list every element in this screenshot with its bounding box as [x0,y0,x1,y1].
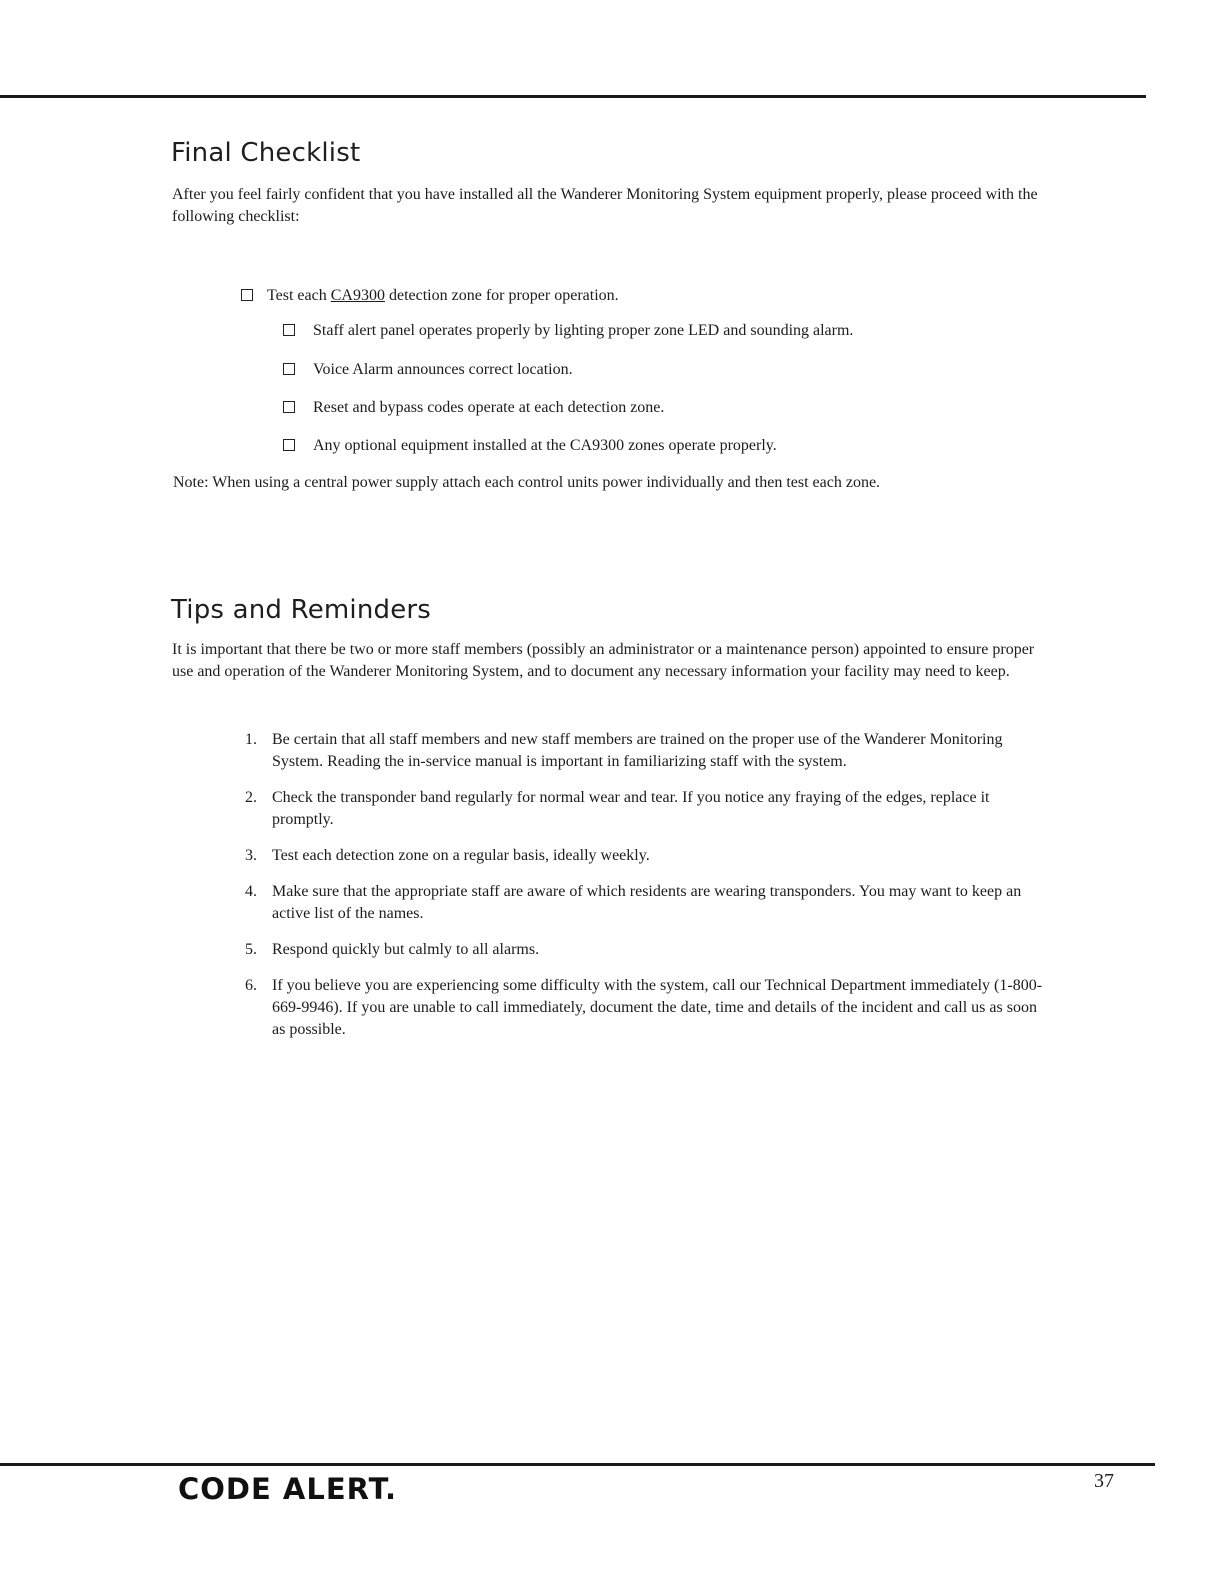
checklist-subitem [283,397,664,419]
checklist-subitem [283,435,777,457]
checklist-item-suffix: detection zone for proper operation. [384,287,619,304]
list-item [236,975,1044,1041]
checklist-subitem-text: Staff alert panel operates properly by lighting proper zone LED and sounding alarm. [313,322,854,339]
checklist-subitem [283,320,853,342]
checkbox-icon [283,401,295,413]
checklist-subitem-text: Voice Alarm announces correct location. [313,361,573,378]
list-item-number: 6. [245,977,257,994]
tips-heading: Tips and Reminders [171,595,432,625]
list-item-text: Respond quickly but calmly to all alarms. [272,941,540,958]
list-item-number: 4. [245,883,257,900]
checkbox-icon [283,363,295,375]
checklist-subitem-text: Reset and bypass codes operate at each detection zone. [313,399,665,416]
list-item-number: 3. [245,847,257,864]
list-item [236,939,1044,961]
list-item [236,881,1044,925]
list-item-text: Make sure that the appropriate staff are aware of which residents are wearing transponders. You may want to keep an active list of the names. [272,883,1022,922]
tips-list [236,729,1044,1055]
checkbox-icon [283,439,295,451]
list-item [236,845,1044,867]
code-alert-logo: CODE ALERT. [178,1472,398,1506]
list-item-number: 2. [245,789,257,806]
checklist-note: Note: When using a central power supply attach each control units power individually and then test each zone. [173,474,881,491]
final-checklist-heading: Final Checklist [171,138,361,168]
list-item-number: 5. [245,941,257,958]
ca9300-link: CA9300 [330,287,385,304]
top-rule [0,95,1146,98]
checkbox-icon [241,289,253,301]
bottom-rule [0,1463,1155,1466]
final-checklist-intro: After you feel fairly confident that you have installed all the Wanderer Monitoring System equipment properly, please proceed with the following checklist: [172,186,1038,225]
checklist-subitem [283,359,573,381]
checklist-subitem-text: Any optional equipment installed at the CA9300 zones operate properly. [313,437,777,454]
list-item-number: 1. [245,731,257,748]
list-item [236,729,1044,773]
tips-intro: It is important that there be two or more staff members (possibly an administrator or a maintenance person) appointed to ensure proper use and operation of the Wanderer Monitoring System, and to document any necessary information your facility may need to keep. [172,641,1035,680]
list-item [236,787,1044,831]
checklist-item-prefix: Test each [267,287,331,304]
page-number: 37 [1094,1470,1114,1492]
list-item-text: Be certain that all staff members and new staff members are trained on the proper use of the Wanderer Monitoring System. Reading the in-service manual is important in familiarizing staff with the system. [272,731,1003,770]
list-item-text: Test each detection zone on a regular basis, ideally weekly. [272,847,650,864]
checklist-item-main [241,285,619,307]
list-item-text: Check the transponder band regularly for normal wear and tear. If you notice any fraying of the edges, replace it promptly. [272,789,990,828]
checkbox-icon [283,324,295,336]
list-item-text: If you believe you are experiencing some difficulty with the system, call our Technical Department immediately (1-800-669-9946). If you are unable to call immediately, document the date, time and details of the incident and call us as soon as possible. [272,977,1043,1038]
